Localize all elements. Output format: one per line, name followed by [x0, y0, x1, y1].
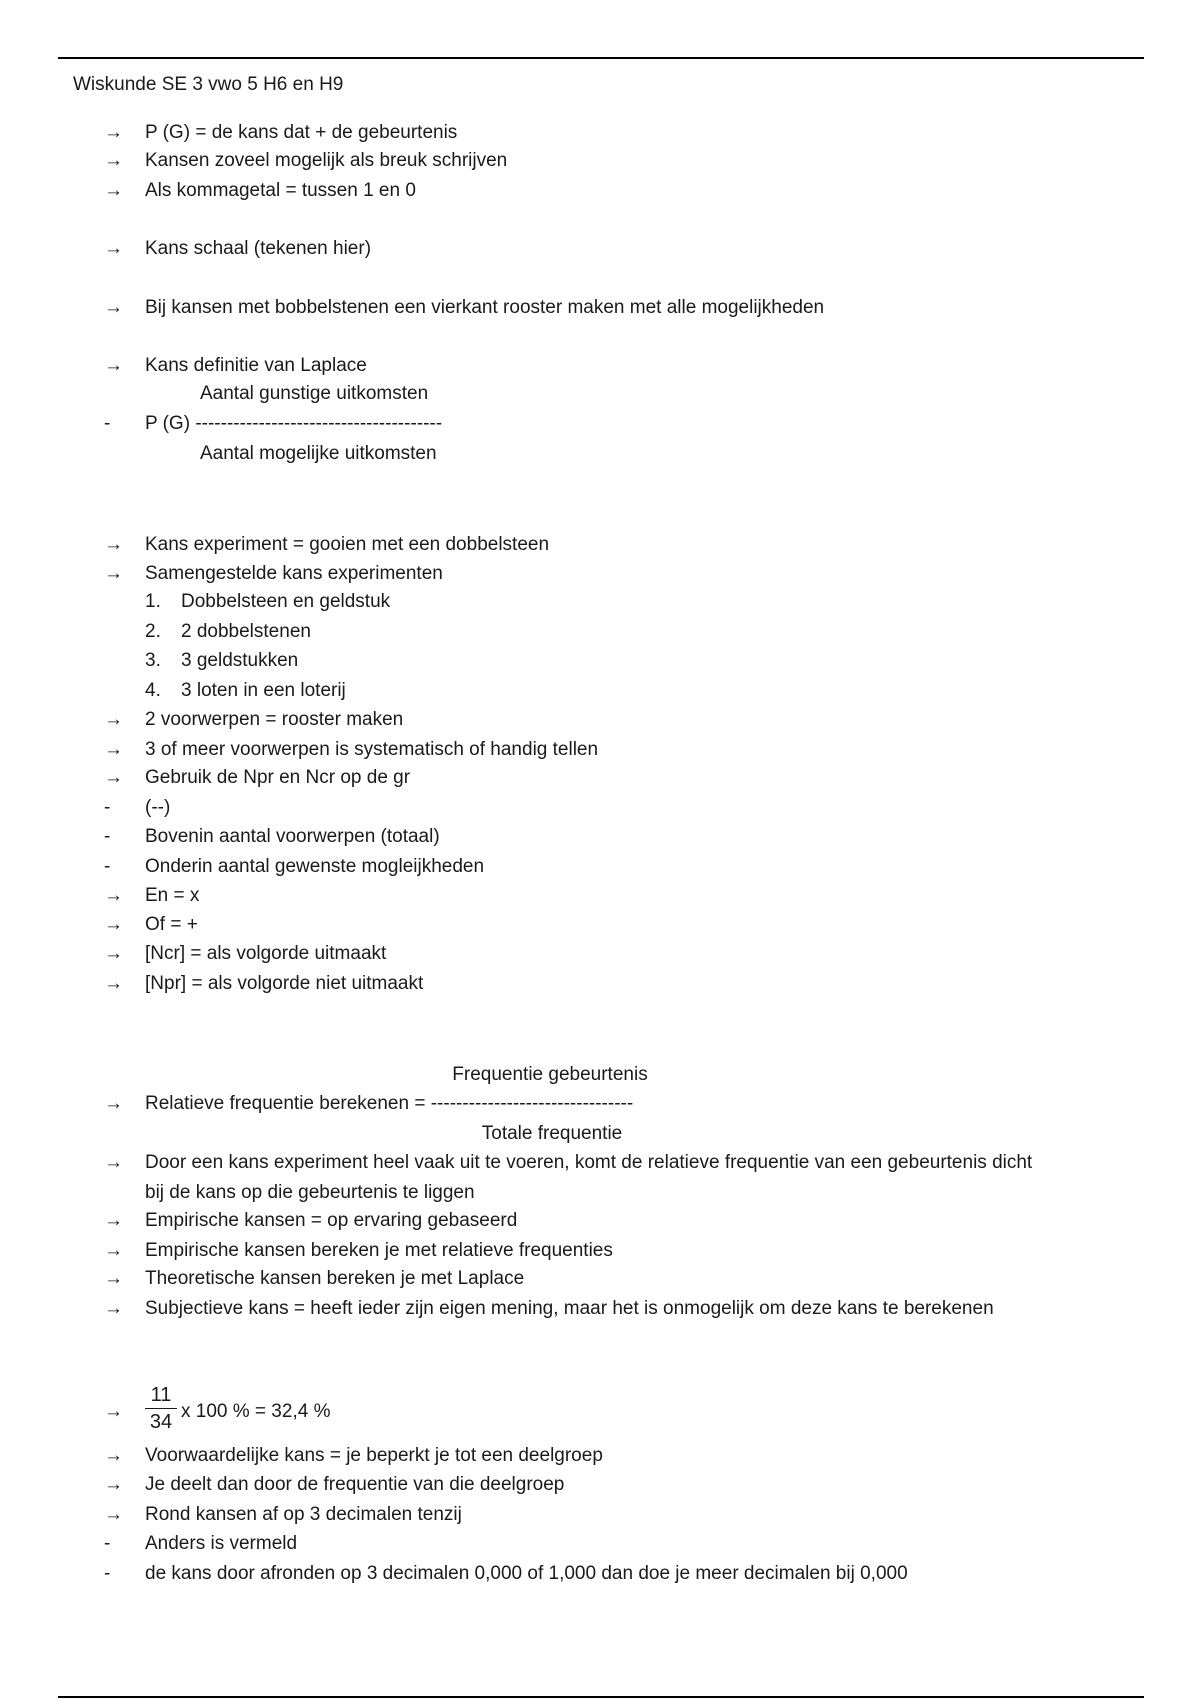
arrow-icon: → [104, 1401, 123, 1422]
dash-marker: - [104, 856, 111, 877]
arrow-icon: → [104, 563, 123, 584]
fraction-rest: x 100 % = 32,4 % [181, 1401, 331, 1422]
arrow-icon: → [104, 1240, 123, 1261]
fraction-denominator: 34 [149, 1411, 173, 1433]
dash-marker: - [104, 1533, 111, 1554]
fraction [145, 1382, 177, 1435]
arrow-icon: → [104, 150, 123, 171]
arrow-icon: → [104, 1268, 123, 1289]
arrow-icon: → [104, 885, 123, 906]
arrow-icon: → [104, 1093, 123, 1114]
arrow-icon: → [104, 1504, 123, 1525]
dash-marker: - [104, 1563, 111, 1584]
arrow-icon: → [104, 1445, 123, 1466]
arrow-icon: → [104, 355, 123, 376]
arrow-icon: → [104, 739, 123, 760]
bottom-rule [58, 1696, 1144, 1698]
document-title: Wiskunde SE 3 vwo 5 H6 en H9 [73, 74, 344, 95]
arrow-icon: → [104, 297, 123, 318]
fraction-numerator: 11 [145, 1382, 177, 1409]
arrow-icon: → [104, 534, 123, 555]
arrow-icon: → [104, 973, 123, 994]
arrow-icon: → [104, 1298, 123, 1319]
arrow-icon: → [104, 943, 123, 964]
arrow-icon: → [104, 180, 123, 201]
arrow-icon: → [104, 914, 123, 935]
arrow-icon: → [104, 1152, 123, 1173]
dash-marker: - [104, 413, 111, 434]
arrow-icon: → [104, 238, 123, 259]
arrow-icon: → [104, 122, 123, 143]
dash-marker: - [104, 797, 111, 818]
dash-marker: - [104, 826, 111, 847]
arrow-icon: → [104, 1210, 123, 1231]
arrow-icon: → [104, 709, 123, 730]
arrow-icon: → [104, 767, 123, 788]
arrow-icon: → [104, 1474, 123, 1495]
top-rule [58, 57, 1144, 59]
